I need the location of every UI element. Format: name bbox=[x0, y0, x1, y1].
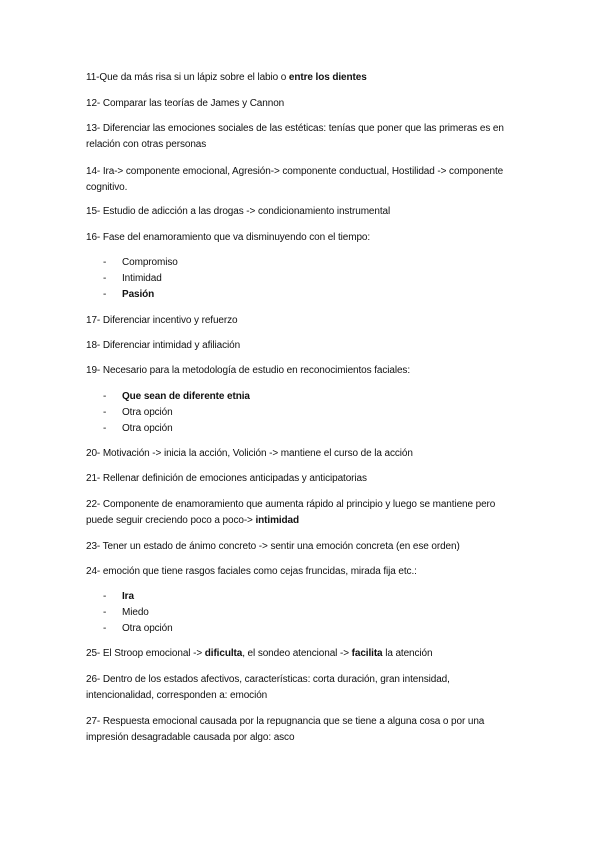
question-22: 22- Componente de enamoramiento que aumenta rápido al principio y luego se mantiene pero puede seguir creciendo poco a poco-> intimidad bbox=[86, 499, 496, 526]
list-dash: - bbox=[103, 289, 107, 300]
list-item: Compromiso bbox=[122, 257, 178, 268]
question-20: 20- Motivación -> inicia la acción, Volición -> mantiene el curso de la acción bbox=[86, 448, 413, 459]
list-item: Otra opción bbox=[122, 407, 173, 418]
list-item: Otra opción bbox=[122, 423, 173, 434]
question-21: 21- Rellenar definición de emociones anticipadas y anticipatorias bbox=[86, 473, 367, 484]
question-26: 26- Dentro de los estados afectivos, características: corta duración, gran intensidad, intencionalidad, corresponden a: emoción bbox=[86, 674, 450, 701]
question-15: 15- Estudio de adicción a las drogas -> condicionamiento instrumental bbox=[86, 206, 391, 217]
question-24: 24- emoción que tiene rasgos faciales como cejas fruncidas, mirada fija etc.: bbox=[86, 566, 417, 577]
list-dash: - bbox=[103, 391, 107, 402]
list-dash: - bbox=[103, 407, 107, 418]
question-19: 19- Necesario para la metodología de estudio en reconocimientos faciales: bbox=[86, 365, 411, 376]
list-dash: - bbox=[103, 257, 107, 268]
list-dash: - bbox=[103, 273, 107, 284]
list-item: Otra opción bbox=[122, 623, 173, 634]
question-11: 11-Que da más risa si un lápiz sobre el labio o entre los dientes bbox=[86, 72, 367, 83]
question-18: 18- Diferenciar intimidad y afiliación bbox=[86, 340, 241, 351]
list-dash: - bbox=[103, 623, 107, 634]
question-23: 23- Tener un estado de ánimo concreto -> sentir una emoción concreta (en ese orden) bbox=[86, 541, 460, 552]
list-item: Miedo bbox=[122, 607, 149, 618]
question-12: 12- Comparar las teorías de James y Cannon bbox=[86, 98, 285, 109]
question-16: 16- Fase del enamoramiento que va disminuyendo con el tiempo: bbox=[86, 232, 371, 243]
question-13: 13- Diferenciar las emociones sociales de las estéticas: tenías que poner que las primeras es en relación con otras personas bbox=[86, 123, 504, 150]
list-item: Ira bbox=[122, 591, 134, 602]
list-item: Intimidad bbox=[122, 273, 162, 284]
list-dash: - bbox=[103, 591, 107, 602]
question-17: 17- Diferenciar incentivo y refuerzo bbox=[86, 315, 238, 326]
list-item: Que sean de diferente etnia bbox=[122, 391, 250, 402]
list-item: Pasión bbox=[122, 289, 155, 300]
question-27: 27- Respuesta emocional causada por la repugnancia que se tiene a alguna cosa o por una impresión desagradable causada por algo: asco bbox=[86, 716, 485, 743]
question-14: 14- Ira-> componente emocional, Agresión-> componente conductual, Hostilidad -> componente cognitivo. bbox=[86, 166, 504, 193]
list-dash: - bbox=[103, 607, 107, 618]
list-dash: - bbox=[103, 423, 107, 434]
question-25: 25- El Stroop emocional -> dificulta, el sondeo atencional -> facilita la atención bbox=[86, 648, 433, 659]
